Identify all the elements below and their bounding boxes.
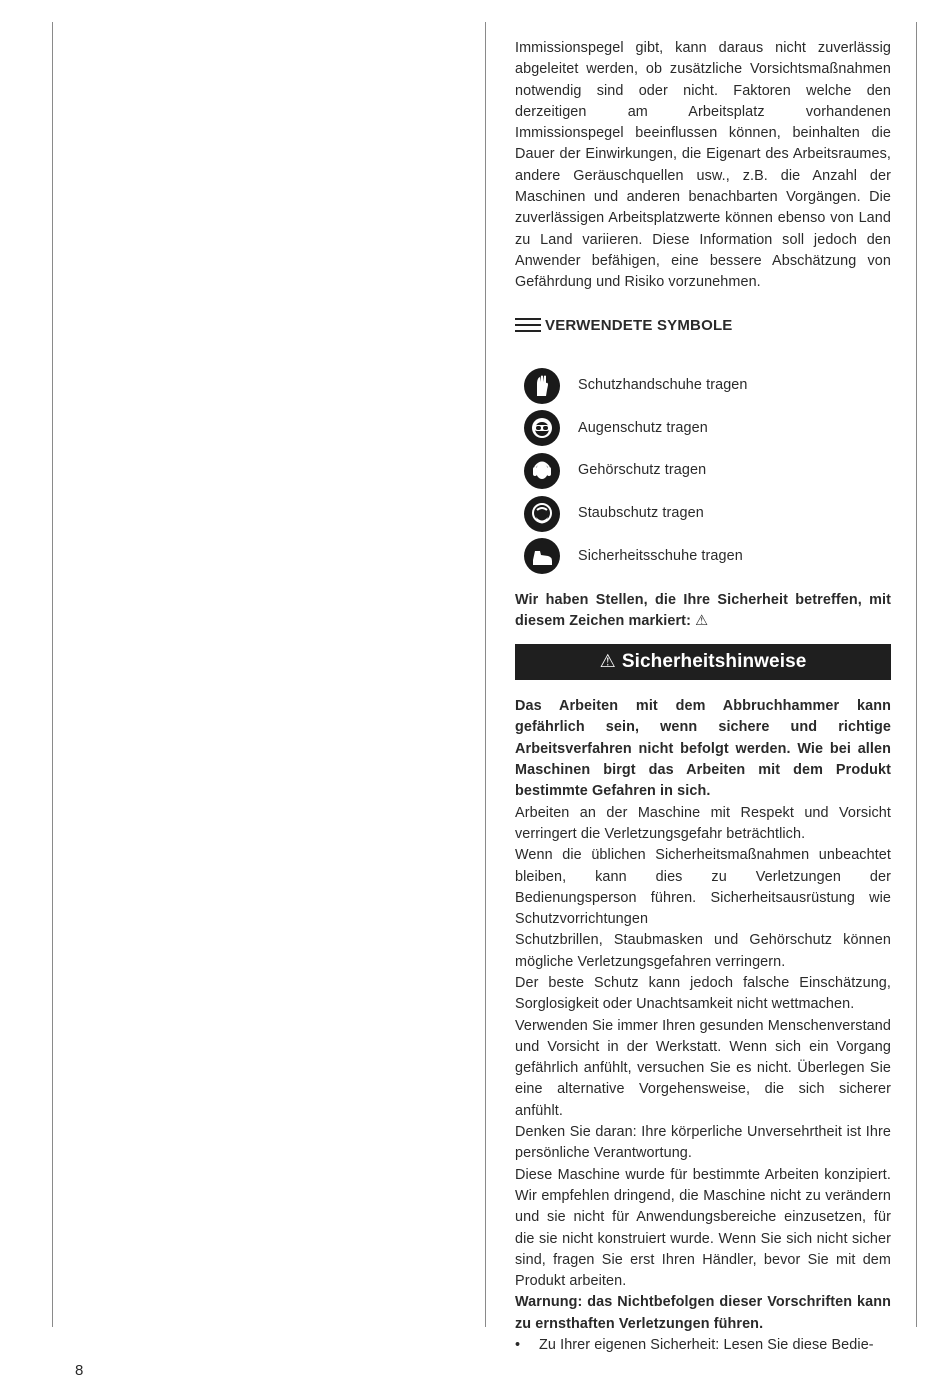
symbol-row-dust	[515, 492, 891, 535]
dust-mask-icon	[524, 496, 560, 532]
right-margin-rule	[916, 22, 917, 1327]
paragraph: Wenn die üblichen Sicherheitsmaßnahmen unbeachtet bleiben, kann dies zu Verletzungen der Bedienungsperson führen. Sicherheitsausrüstung wie Schutzvorrichtungen	[515, 847, 891, 928]
paragraph: Schutzbrillen, Staubmasken und Gehörschutz können mögliche Verletzungsgefahren verringern.	[515, 932, 891, 970]
paragraph: Verwenden Sie immer Ihren gesunden Menschenverstand und Vorsicht in der Werkstatt. Wenn sich ein Vorgang gefährlich anfühlt, versuchen Sie es nicht. Überlegen Sie eine alternative Vorgehensweise, die sich sicherer anfühlt.	[515, 1017, 891, 1119]
ear-protection-icon	[524, 453, 560, 489]
symbol-row-goggles	[515, 407, 891, 450]
intro-paragraph: Immissionspegel gibt, kann daraus nicht zuverlässig abgeleitet werden, ob zusätzliche Vorsichtsmaßnahmen notwendig sind oder nicht. Faktoren welche den derzeitigen am Arbeitsplatz vorhandenen Immissionspegel beeinflussen können, beinhalten die Dauer der Einwirkungen, die Eigenart des Arbeitsraumes, andere Geräuschquellen usw., z.B. die Anzahl der Maschinen und anderen benachbarten Vorgängen. Die zuverlässigen Arbeitsplatzwerte können ebenso von Land zu Land variieren. Diese Information soll jedoch den Anwender befähigen, eine bessere Abschätzung von Gefährdung und Risiko vorzunehmen.	[515, 40, 891, 291]
safety-body	[515, 696, 891, 1356]
symbols-heading	[515, 316, 891, 336]
warning-triangle-icon: ⚠	[599, 651, 616, 672]
symbol-row-gloves	[515, 365, 891, 408]
goggles-icon	[524, 410, 560, 446]
banner-title: Sicherheitshinweise	[621, 651, 807, 673]
symbol-label: Augenschutz tragen	[578, 419, 708, 436]
paragraph: Denken Sie daran: Ihre körperliche Unversehrtheit ist Ihre persönliche Verantwortung.	[515, 1124, 891, 1162]
symbol-row-ear	[515, 450, 891, 493]
safety-banner	[515, 644, 891, 680]
paragraph: Der beste Schutz kann jedoch falsche Einschätzung, Sorglosigkeit oder Unachtsamkeit nicht wettmachen.	[515, 974, 891, 1013]
symbol-label: Sicherheitsschuhe tragen	[578, 547, 743, 564]
safety-shoes-icon	[524, 538, 560, 574]
gloves-icon	[524, 368, 560, 404]
symbol-label: Schutzhandschuhe tragen	[578, 377, 748, 394]
paragraph: Das Arbeiten mit dem Abbruchhammer kann gefährlich sein, wenn sichere und richtige Arbeitsverfahren nicht befolgt werden. Wie bei allen Maschinen birgt das Arbeiten mit dem Produkt bestimmte Gefahren in sich.	[515, 698, 891, 800]
marked-note-text: Wir haben Stellen, die Ihre Sicherheit betreffen, mit diesem Zeichen markiert:	[515, 591, 891, 629]
bullet-text: Zu Ihrer eigenen Sicherheit: Lesen Sie diese Bedie-	[539, 1337, 874, 1354]
menu-lines-icon	[515, 318, 541, 333]
page-number: 8	[75, 1362, 84, 1379]
paragraph: Diese Maschine wurde für bestimmte Arbeiten konzipiert. Wir empfehlen dringend, die Maschine nicht zu verändern und sie nicht für Anwendungsbereiche einzusetzen, für die sie nicht konstruiert wurde. Wenn Sie sich nicht sicher sind, fragen Sie erst Ihren Händler, bevor Sie mit dem Produkt arbeiten.	[515, 1166, 891, 1290]
symbol-label: Staubschutz tragen	[578, 504, 704, 521]
warning-triangle-icon: ⚠	[695, 612, 709, 629]
symbol-row-shoes	[515, 535, 891, 578]
paragraph: Arbeiten an der Maschine mit Respekt und Vorsicht verringert die Verletzungsgefahr beträchtlich.	[515, 804, 891, 842]
symbols-heading-text: VERWENDETE SYMBOLE	[545, 316, 733, 334]
symbol-label: Gehörschutz tragen	[578, 462, 707, 479]
paragraph: Warnung: das Nichtbefolgen dieser Vorschriften kann zu ernsthaften Verletzungen führen.	[515, 1294, 891, 1332]
bullet-item	[515, 1335, 891, 1356]
symbols-list	[515, 365, 891, 578]
bullet-dot: •	[515, 1337, 521, 1354]
center-column-rule	[485, 22, 486, 1327]
text-column	[515, 38, 891, 1356]
marked-note	[515, 590, 891, 633]
left-margin-rule	[52, 22, 53, 1327]
